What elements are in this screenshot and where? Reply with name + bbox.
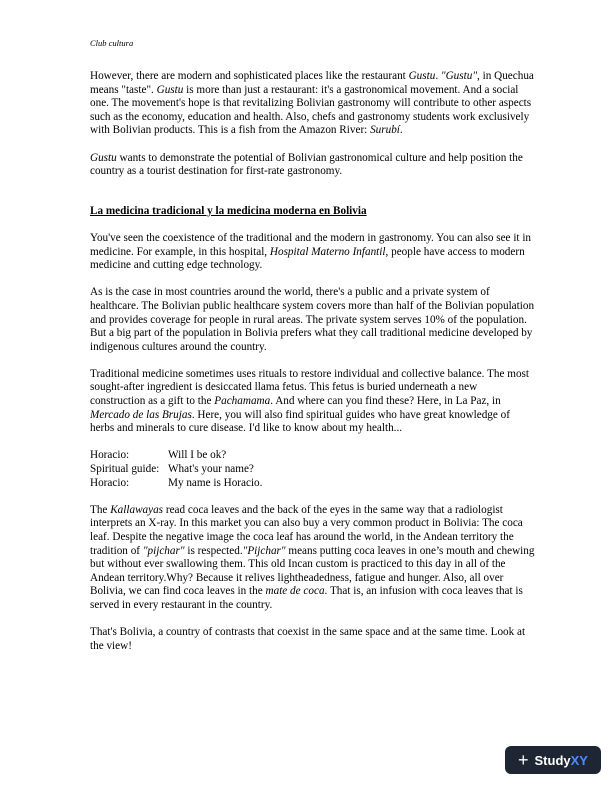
paragraph-medicine: You've seen the coexistence of the traditional and the modern in gastronomy. You can also see it in medicine. For example, in this hospital, Hospital Materno Infantil, people have access to modern medicine and cutting edge technology. xyxy=(90,231,532,272)
plus-icon: + xyxy=(518,750,529,770)
paragraph-gustu-goal: Gustu wants to demonstrate the potential of Bolivian gastronomical culture and help position the country as a tourist destination for first-rate gastronomy. xyxy=(90,151,523,178)
document-body xyxy=(90,70,535,667)
paragraph-coca: The Kallawayas read coca leaves and the back of the eyes in the same way that a radiologist interprets an X-ray. In this market you can also buy a very common product in Bolivia: The coca leaf. Despite the negative image the coca leaf has around the world, in the Andean territory the tradition of "pijchar" is respected."Pijchar" means putting coca leaves in one’s mouth and chewing but without ever swallowing them. This old Incan custom is practiced to this day in all of the Andean territory.Why? Because it relives lightheadedness, fatigue and hunger. Also, all over Bolivia, we can find coca leaves in the mate de coca. That is, an infusion with coca leaves that is served in every restaurant in the country. xyxy=(90,503,535,611)
dialogue-line: Spiritual guide: What's your name? xyxy=(90,463,254,476)
section-heading: La medicina tradicional y la medicina moderna en Bolivia xyxy=(90,204,367,217)
studyxy-badge[interactable] xyxy=(505,746,601,774)
dialogue xyxy=(90,449,535,490)
page-header: Club cultura xyxy=(90,38,134,48)
paragraph-closing: That's Bolivia, a country of contrasts that coexist in the same space and at the same time. Look at the view! xyxy=(90,626,526,652)
brand-name: StudyXY xyxy=(534,752,588,768)
paragraph-healthcare: As is the case in most countries around the world, there's a public and a private system of healthcare. The Bolivian public healthcare system covers more than half of the Bolivian population and provides coverage for people in rural areas. The private system serves 10% of the population. But a big part of the population in Bolivia prefers what they call traditional medicine developed by indigenous cultures around the country. xyxy=(90,286,535,353)
dialogue-line: Horacio: Will I be ok? xyxy=(90,449,227,462)
dialogue-line: Horacio: My name is Horacio. xyxy=(90,476,263,489)
paragraph-gustu: However, there are modern and sophisticated places like the restaurant Gustu. "Gustu", in Quechua means "taste". Gustu is more than just a restaurant: it's a gastronomical movement. And a social one. The movement's hope is that revitalizing Bolivian gastronomy will contribute to other aspects such as the economy, education and health. Also, chefs and gastronomy students work exclusively with Bolivian products. This is a fish from the Amazon River: Surubí. xyxy=(90,70,534,137)
paragraph-traditional: Traditional medicine sometimes uses rituals to restore individual and collective balance. The most sought-after ingredient is desiccated llama fetus. This fetus is buried underneath a new construction as a gift to the Pachamama. And where can you find these? Here, in La Paz, in Mercado de las Brujas. Here, you will also find spiritual guides who have great knowledge of herbs and minerals to cure disease. I'd like to know about my health... xyxy=(90,367,530,435)
